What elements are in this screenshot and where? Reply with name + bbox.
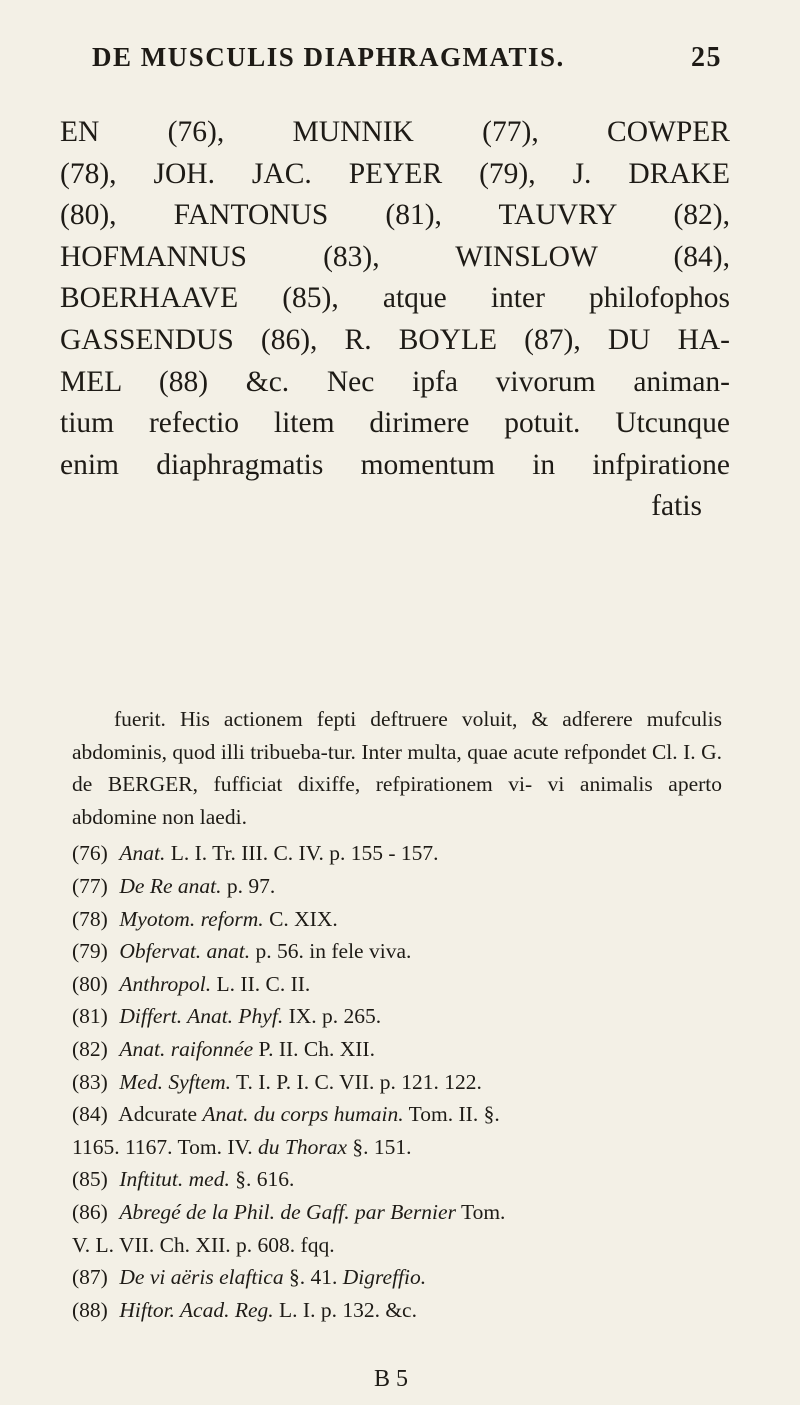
main-line: MEL (88) &c. Nec ipfa vivorum animan- xyxy=(60,365,730,398)
main-line: EN (76), MUNNIK (77), COWPER xyxy=(60,116,730,148)
running-header xyxy=(92,42,722,74)
footnote: (80) Anthropol. L. II. C. II. xyxy=(72,971,311,996)
main-line: GASSENDUS (86), R. BOYLE (87), DU HA- xyxy=(60,323,730,356)
page-number: 25 xyxy=(691,42,722,73)
footnote: (79) Obfervat. anat. p. 56. in fele viva. xyxy=(72,939,412,964)
footnote: (84) Adcurate Anat. du corps humain. Tom. II. §. xyxy=(72,1102,500,1127)
footnote: (85) Inftitut. med. §. 616. xyxy=(72,1167,295,1192)
footnote: (83) Med. Syftem. T. I. P. I. C. VII. p. 121. 122. xyxy=(72,1069,482,1094)
main-text xyxy=(60,112,730,528)
footnote: (78) Myotom. reform. C. XIX. xyxy=(72,906,338,931)
footnotes-block xyxy=(72,703,722,1326)
footnote: (77) De Re anat. p. 97. xyxy=(72,873,276,898)
footnote: (81) Differt. Anat. Phyf. IX. p. 265. xyxy=(72,1004,382,1029)
footnote: (88) Hiftor. Acad. Reg. L. I. p. 132. &c. xyxy=(72,1297,417,1322)
footnote-continuation: V. L. VII. Ch. XII. p. 608. fqq. xyxy=(72,1232,335,1257)
main-line: tium refectio litem dirimere potuit. Utcunque xyxy=(60,407,730,440)
footnote: (76) Anat. L. I. Tr. III. C. IV. p. 155 - 157. xyxy=(72,841,439,866)
footnote: (86) Abregé de la Phil. de Gaff. par Bernier Tom. xyxy=(72,1199,506,1224)
signature-mark: B 5 xyxy=(374,1366,409,1392)
main-line: HOFMANNUS (83), WINSLOW (84), xyxy=(60,240,730,273)
catchword: fatis xyxy=(651,490,702,523)
main-line: BOERHAAVE (85), atque inter philofophos xyxy=(60,282,730,315)
note-continuation: fuerit. His actionem fepti deftruere voluit, & adferere mufculis abdominis, quod illi tribueba-tur. Inter multa, quae acute refpondet Cl. I. G. de BERGER, fufficiat dixiffe, refpirationem vi- vi animalis aperto abdomine non laedi. xyxy=(72,707,722,829)
footnote: (82) Anat. raifonnée P. II. Ch. XII. xyxy=(72,1036,375,1061)
main-line: (80), FANTONUS (81), TAUVRY (82), xyxy=(60,199,730,232)
footnote-continuation: 1165. 1167. Tom. IV. du Thorax §. 151. xyxy=(72,1134,412,1159)
main-line: (78), JOH. JAC. PEYER (79), J. DRAKE xyxy=(60,157,730,190)
header-title: DE MUSCULIS DIAPHRAGMATIS. xyxy=(92,42,565,72)
main-line: enim diaphragmatis momentum in infpiratione xyxy=(60,448,730,481)
footnote: (87) De vi aëris elaftica §. 41. Digreffio. xyxy=(72,1265,427,1290)
